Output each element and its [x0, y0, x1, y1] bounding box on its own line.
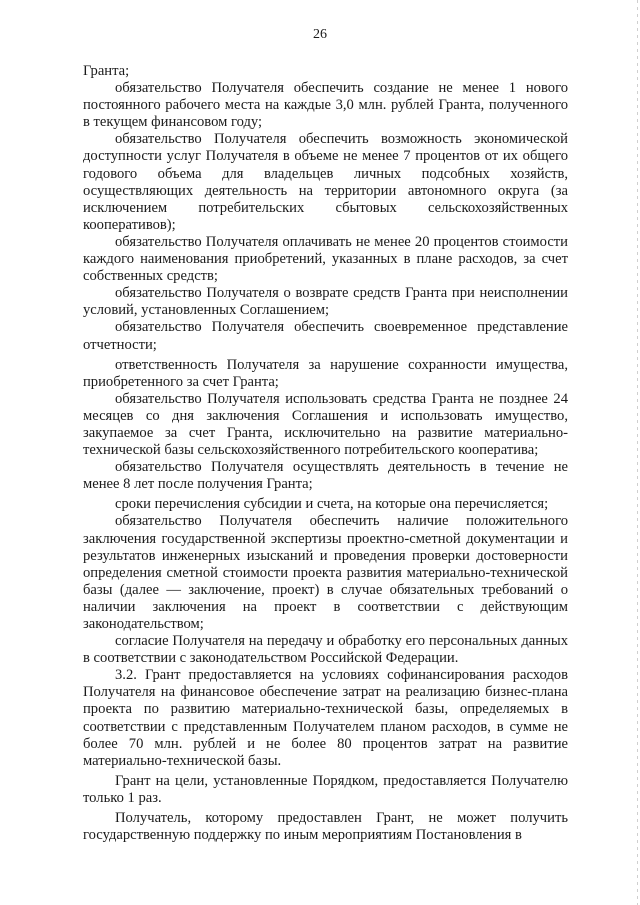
- paragraph: обязательство Получателя оплачивать не менее 20 процентов стоимости каждого наименования приобретений, указанных в плане расходов, за счет собственных средств;: [83, 233, 568, 285]
- page-number: 26: [313, 27, 327, 42]
- paragraph: согласие Получателя на передачу и обработку его персональных данных в соответствии с законодательством Российской Федерации.: [83, 633, 568, 667]
- scan-edge-decoration: [637, 0, 638, 905]
- paragraph: обязательство Получателя обеспечить своевременное представление отчетности;: [83, 319, 568, 353]
- paragraph: обязательство Получателя осуществлять деятельность в течение не менее 8 лет после получения Гранта;: [83, 459, 568, 493]
- paragraph: обязательство Получателя о возврате средств Гранта при неисполнении условий, установленных Соглашением;: [83, 285, 568, 319]
- paragraph: ответственность Получателя за нарушение сохранности имущества, приобретенного за счет Гранта;: [83, 356, 568, 390]
- paragraph: 3.2. Грант предоставляется на условиях софинансирования расходов Получателя на финансовое обеспечение затрат на реализацию бизнес-плана проекта по развитию материально-технической базы, определяемых в соответствии с представленным Получателем планом расходов, в сумме не более 70 млн. рублей и не более 80 процентов затрат на развитие материально-технической базы.: [83, 667, 568, 769]
- paragraph: Гранта;: [83, 63, 130, 79]
- paragraph: Получатель, которому предоставлен Грант, не может получить государственную поддержку по иным мероприятиям Постановления в: [83, 810, 568, 844]
- paragraph: Грант на цели, установленные Порядком, предоставляется Получателю только 1 раз.: [83, 772, 568, 806]
- paragraph: обязательство Получателя обеспечить наличие положительного заключения государственной экспертизы проектно-сметной документации и результатов инженерных изысканий и проведения проверки достоверности определения сметной стоимости проекта развития материально-технической базы (далее — заключение, проект) в случае обязательных требований о наличии заключения на проект в соответствии с действующим законодательством;: [83, 513, 568, 632]
- paragraph: сроки перечисления субсидии и счета, на которые она перечисляется;: [115, 496, 549, 513]
- paragraph: обязательство Получателя использовать средства Гранта не позднее 24 месяцев со дня заключения Соглашения и использовать имущество, закупаемое за счет Гранта, исключительно на развитие материально-технической базы сельскохозяйственного потребительского кооператива;: [83, 390, 568, 459]
- paragraph: обязательство Получателя обеспечить возможность экономической доступности услуг Получателя в объеме не менее 7 процентов от их общего годового объема для владельцев личных подсобных хозяйств, осуществляющих деятельность на территории автономного округа (за исключением потребительских сбытовых сельскохозяйственных кооперативов);: [83, 131, 568, 233]
- document-body: [83, 63, 568, 844]
- paragraph: обязательство Получателя обеспечить создание не менее 1 нового постоянного рабочего места на каждые 3,0 млн. рублей Гранта, полученного в текущем финансовом году;: [83, 80, 568, 131]
